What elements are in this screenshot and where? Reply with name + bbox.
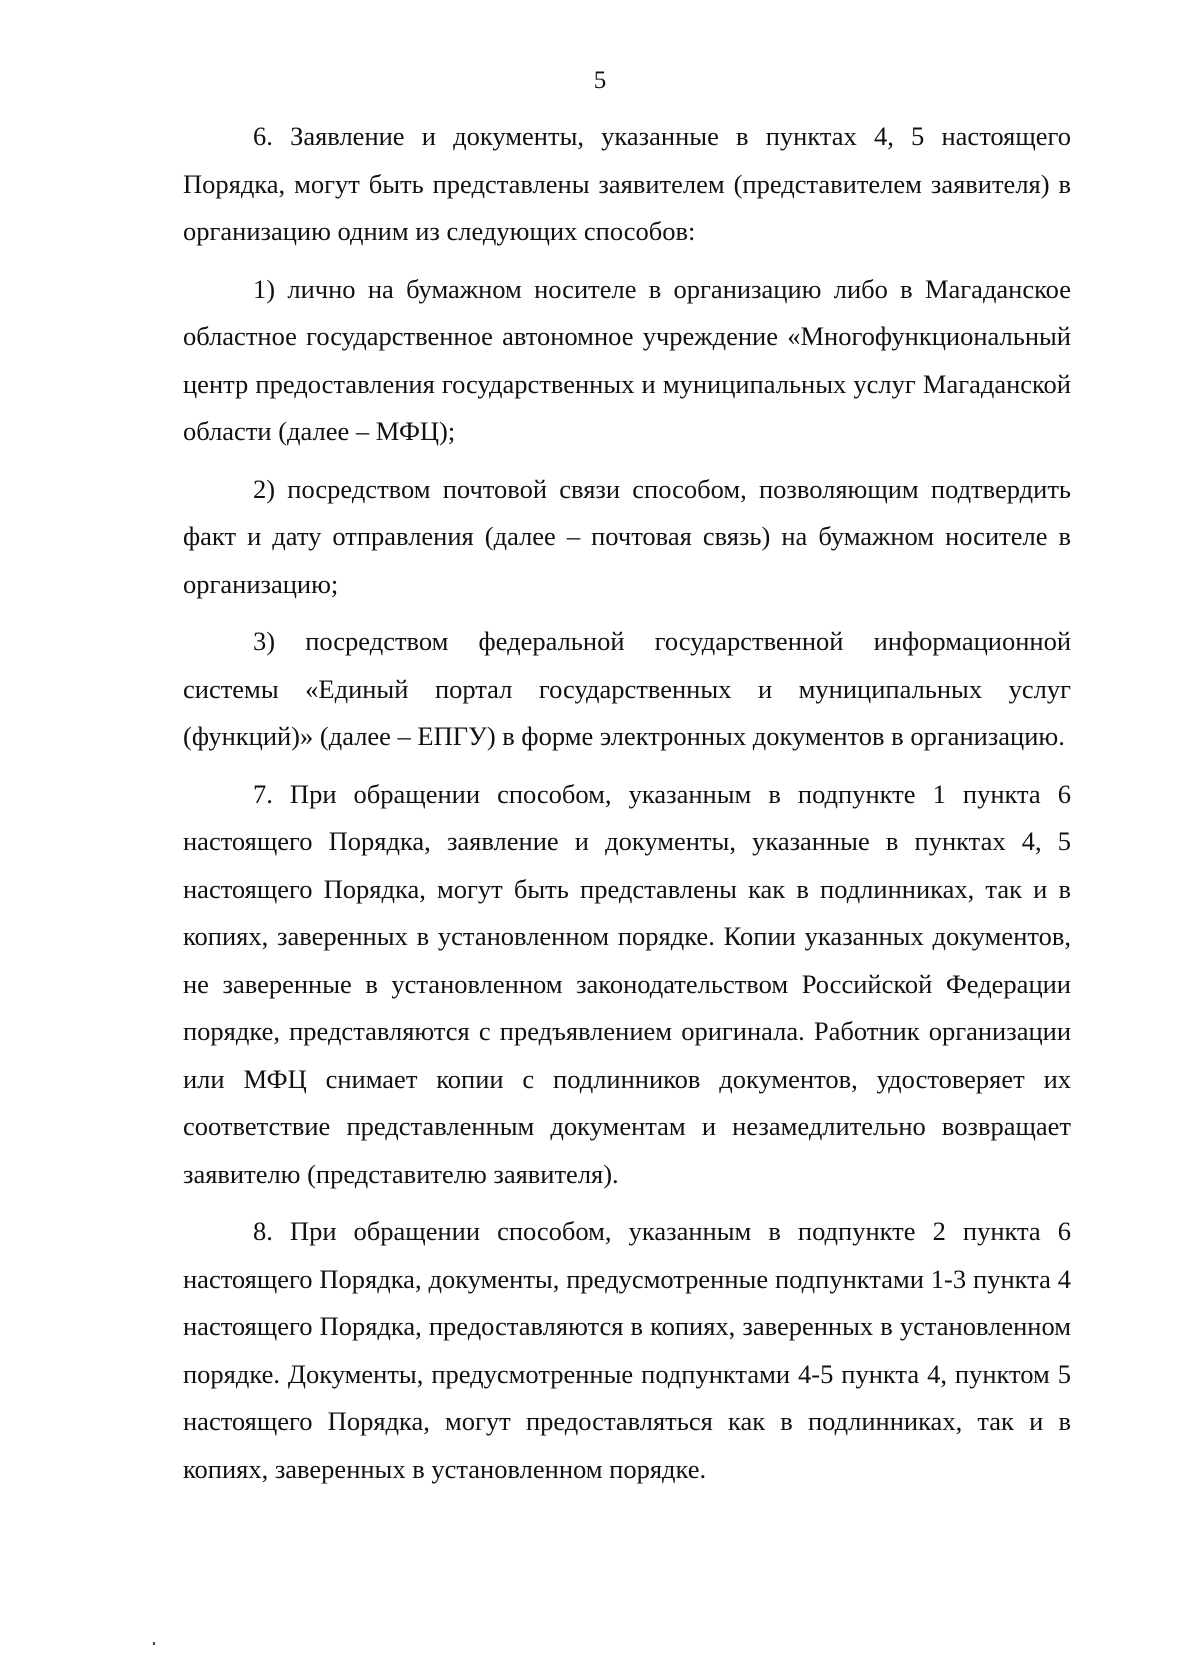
paragraph-6-subitem-1: 1) лично на бумажном носителе в организацию либо в Магаданское областное государственное автономное учреждение «Многофункциональный центр предоставления государственных и муниципальных услуг Магаданской области (далее – МФЦ); <box>183 273 1071 446</box>
paragraph-6-subitem-3: 3) посредством федеральной государственной информационной системы «Единый портал государственных и муниципальных услуг (функций)» (далее – ЕПГУ) в форме электронных документов в организацию. <box>183 626 1071 751</box>
paragraph-6: 6. Заявление и документы, указанные в пунктах 4, 5 настоящего Порядка, могут быть представлены заявителем (представителем заявителя) в организацию одним из следующих способов: <box>183 121 1071 246</box>
paragraph-6-subitem-2: 2) посредством почтовой связи способом, позволяющим подтвердить факт и дату отправления (далее – почтовая связь) на бумажном носителе в организацию; <box>183 473 1071 599</box>
document-body <box>183 113 1071 1493</box>
paragraph-8: 8. При обращении способом, указанным в подпункте 2 пункта 6 настоящего Порядка, документы, предусмотренные подпунктами 1-3 пункта 4 настоящего Порядка, предоставляются в копиях, заверенных в установленном порядке. Документы, предусмотренные подпунктами 4-5 пункта 4, пунктом 5 настоящего Порядка, могут предоставляться как в подлинниках, так и в копиях, заверенных в установленном порядке. <box>183 1216 1071 1484</box>
paragraph-7: 7. При обращении способом, указанным в подпункте 1 пункта 6 настоящего Порядка, заявление и документы, указанные в пунктах 4, 5 настоящего Порядка, могут быть представлены как в подлинниках, так и в копиях, заверенных в установленном порядке. Копии указанных документов, не заверенные в установленном законодательством Российской Федерации порядке, представляются с предъявлением оригинала. Работник организации или МФЦ снимает копии с подлинников документов, удостоверяет их соответствие представленным документам и незамедлительно возвращает заявителю (представителю заявителя). <box>183 778 1071 1189</box>
scan-speck <box>153 1642 155 1645</box>
page-number: 5 <box>593 67 607 94</box>
